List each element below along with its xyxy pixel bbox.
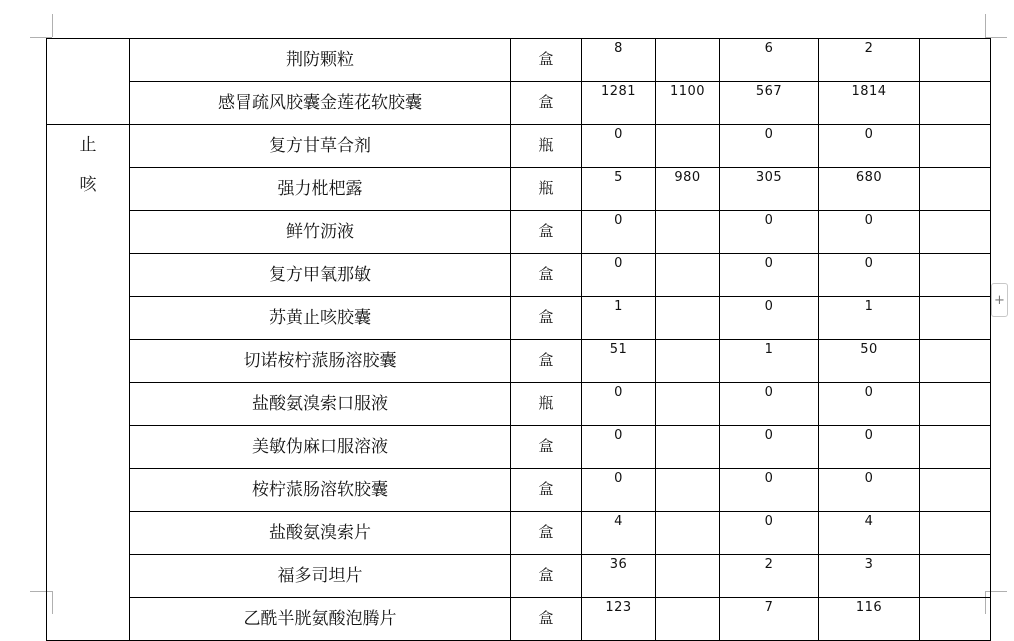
table-row <box>47 598 991 641</box>
drug-name-cell[interactable]: 美敏伪麻口服溶液 <box>130 426 511 469</box>
quantity-cell-c5[interactable] <box>920 82 991 125</box>
quantity-cell-c3[interactable]: 0 <box>720 426 819 469</box>
quantity-cell-c2[interactable] <box>656 469 720 512</box>
quantity-cell-c5[interactable] <box>920 254 991 297</box>
drug-inventory-table <box>46 38 991 641</box>
quantity-cell-c3[interactable]: 0 <box>720 254 819 297</box>
quantity-cell-c4[interactable]: 4 <box>819 512 920 555</box>
unit-cell[interactable]: 盒 <box>511 297 582 340</box>
quantity-cell-c2[interactable] <box>656 254 720 297</box>
table-row <box>47 340 991 383</box>
quantity-cell-c5[interactable] <box>920 340 991 383</box>
drug-name-cell[interactable]: 盐酸氨溴索片 <box>130 512 511 555</box>
quantity-cell-c4[interactable]: 2 <box>819 39 920 82</box>
drug-name-cell[interactable]: 荆防颗粒 <box>130 39 511 82</box>
quantity-cell-c1[interactable]: 0 <box>582 469 656 512</box>
quantity-cell-c2[interactable] <box>656 426 720 469</box>
quantity-cell-c3[interactable]: 305 <box>720 168 819 211</box>
table-row <box>47 211 991 254</box>
table-row <box>47 82 991 125</box>
quantity-cell-c1[interactable]: 36 <box>582 555 656 598</box>
quantity-cell-c5[interactable] <box>920 125 991 168</box>
quantity-cell-c5[interactable] <box>920 512 991 555</box>
table-row <box>47 168 991 211</box>
table-row <box>47 383 991 426</box>
quantity-cell-c3[interactable]: 0 <box>720 469 819 512</box>
quantity-cell-c1[interactable]: 1 <box>582 297 656 340</box>
drug-name-cell[interactable]: 桉柠蒎肠溶软胶囊 <box>130 469 511 512</box>
quantity-cell-c5[interactable] <box>920 555 991 598</box>
unit-cell[interactable]: 盒 <box>511 211 582 254</box>
table-row <box>47 125 991 168</box>
table-row <box>47 555 991 598</box>
category-label-char: 咳 <box>79 175 97 195</box>
quantity-cell-c3[interactable]: 6 <box>720 39 819 82</box>
quantity-cell-c1[interactable]: 0 <box>582 125 656 168</box>
drug-name-cell[interactable]: 感冒疏风胶囊金莲花软胶囊 <box>130 82 511 125</box>
drug-name-cell[interactable]: 鲜竹沥液 <box>130 211 511 254</box>
drug-name-cell[interactable]: 复方甲氧那敏 <box>130 254 511 297</box>
table-row <box>47 297 991 340</box>
table-row <box>47 426 991 469</box>
unit-cell[interactable]: 盒 <box>511 82 582 125</box>
quantity-cell-c2[interactable] <box>656 211 720 254</box>
quantity-cell-c2[interactable]: 1100 <box>656 82 720 125</box>
drug-name-cell[interactable]: 乙酰半胱氨酸泡腾片 <box>130 598 511 641</box>
quantity-cell-c1[interactable]: 4 <box>582 512 656 555</box>
quantity-cell-c4[interactable]: 50 <box>819 340 920 383</box>
add-row-button[interactable] <box>991 283 1008 317</box>
quantity-cell-c3[interactable]: 567 <box>720 82 819 125</box>
plus-icon: + <box>994 292 1005 308</box>
table-row <box>47 469 991 512</box>
crop-mark-top-right-v <box>985 14 986 37</box>
quantity-cell-c4[interactable]: 1814 <box>819 82 920 125</box>
quantity-cell-c1[interactable]: 0 <box>582 211 656 254</box>
unit-cell[interactable]: 盒 <box>511 555 582 598</box>
unit-cell[interactable]: 盒 <box>511 340 582 383</box>
quantity-cell-c2[interactable] <box>656 512 720 555</box>
table-row <box>47 39 991 82</box>
quantity-cell-c1[interactable]: 1281 <box>582 82 656 125</box>
quantity-cell-c4[interactable]: 0 <box>819 254 920 297</box>
quantity-cell-c5[interactable] <box>920 211 991 254</box>
unit-cell[interactable]: 瓶 <box>511 125 582 168</box>
quantity-cell-c5[interactable] <box>920 426 991 469</box>
drug-name-cell[interactable]: 强力枇杷露 <box>130 168 511 211</box>
quantity-cell-c2[interactable] <box>656 297 720 340</box>
quantity-cell-c3[interactable]: 0 <box>720 297 819 340</box>
unit-cell[interactable]: 盒 <box>511 598 582 641</box>
quantity-cell-c1[interactable]: 5 <box>582 168 656 211</box>
quantity-cell-c1[interactable]: 0 <box>582 254 656 297</box>
quantity-cell-c4[interactable]: 0 <box>819 211 920 254</box>
drug-name-cell[interactable]: 复方甘草合剂 <box>130 125 511 168</box>
quantity-cell-c4[interactable]: 680 <box>819 168 920 211</box>
table-row <box>47 254 991 297</box>
drug-name-cell[interactable]: 福多司坦片 <box>130 555 511 598</box>
unit-cell[interactable]: 瓶 <box>511 383 582 426</box>
quantity-cell-c2[interactable] <box>656 340 720 383</box>
quantity-cell-c2[interactable] <box>656 383 720 426</box>
quantity-cell-c4[interactable]: 0 <box>819 383 920 426</box>
quantity-cell-c5[interactable] <box>920 168 991 211</box>
category-cell-empty[interactable] <box>47 39 130 125</box>
quantity-cell-c3[interactable]: 0 <box>720 512 819 555</box>
quantity-cell-c1[interactable]: 0 <box>582 383 656 426</box>
unit-cell[interactable]: 盒 <box>511 254 582 297</box>
quantity-cell-c4[interactable]: 3 <box>819 555 920 598</box>
unit-cell[interactable]: 盒 <box>511 512 582 555</box>
crop-mark-top-left-v <box>52 14 53 37</box>
quantity-cell-c5[interactable] <box>920 598 991 641</box>
quantity-cell-c1[interactable]: 51 <box>582 340 656 383</box>
category-cell[interactable] <box>47 125 130 641</box>
unit-cell[interactable]: 瓶 <box>511 168 582 211</box>
quantity-cell-c2[interactable]: 980 <box>656 168 720 211</box>
drug-name-cell[interactable]: 切诺桉柠蒎肠溶胶囊 <box>130 340 511 383</box>
quantity-cell-c1[interactable]: 123 <box>582 598 656 641</box>
quantity-cell-c4[interactable]: 0 <box>819 426 920 469</box>
quantity-cell-c3[interactable]: 0 <box>720 211 819 254</box>
quantity-cell-c3[interactable]: 0 <box>720 383 819 426</box>
quantity-cell-c2[interactable] <box>656 598 720 641</box>
quantity-cell-c3[interactable]: 1 <box>720 340 819 383</box>
quantity-cell-c4[interactable]: 0 <box>819 125 920 168</box>
unit-cell[interactable]: 盒 <box>511 469 582 512</box>
table-row <box>47 512 991 555</box>
unit-cell[interactable]: 盒 <box>511 39 582 82</box>
drug-name-cell[interactable]: 苏黄止咳胶囊 <box>130 297 511 340</box>
table-body <box>47 39 991 641</box>
quantity-cell-c2[interactable] <box>656 125 720 168</box>
category-label-char: 止 <box>79 135 97 155</box>
quantity-cell-c5[interactable] <box>920 469 991 512</box>
quantity-cell-c4[interactable]: 1 <box>819 297 920 340</box>
drug-name-cell[interactable]: 盐酸氨溴索口服液 <box>130 383 511 426</box>
quantity-cell-c5[interactable] <box>920 297 991 340</box>
quantity-cell-c5[interactable] <box>920 39 991 82</box>
quantity-cell-c5[interactable] <box>920 383 991 426</box>
quantity-cell-c2[interactable] <box>656 39 720 82</box>
quantity-cell-c1[interactable]: 0 <box>582 426 656 469</box>
unit-cell[interactable]: 盒 <box>511 426 582 469</box>
quantity-cell-c3[interactable]: 0 <box>720 125 819 168</box>
quantity-cell-c2[interactable] <box>656 555 720 598</box>
quantity-cell-c1[interactable]: 8 <box>582 39 656 82</box>
quantity-cell-c4[interactable]: 116 <box>819 598 920 641</box>
quantity-cell-c4[interactable]: 0 <box>819 469 920 512</box>
quantity-cell-c3[interactable]: 7 <box>720 598 819 641</box>
quantity-cell-c3[interactable]: 2 <box>720 555 819 598</box>
